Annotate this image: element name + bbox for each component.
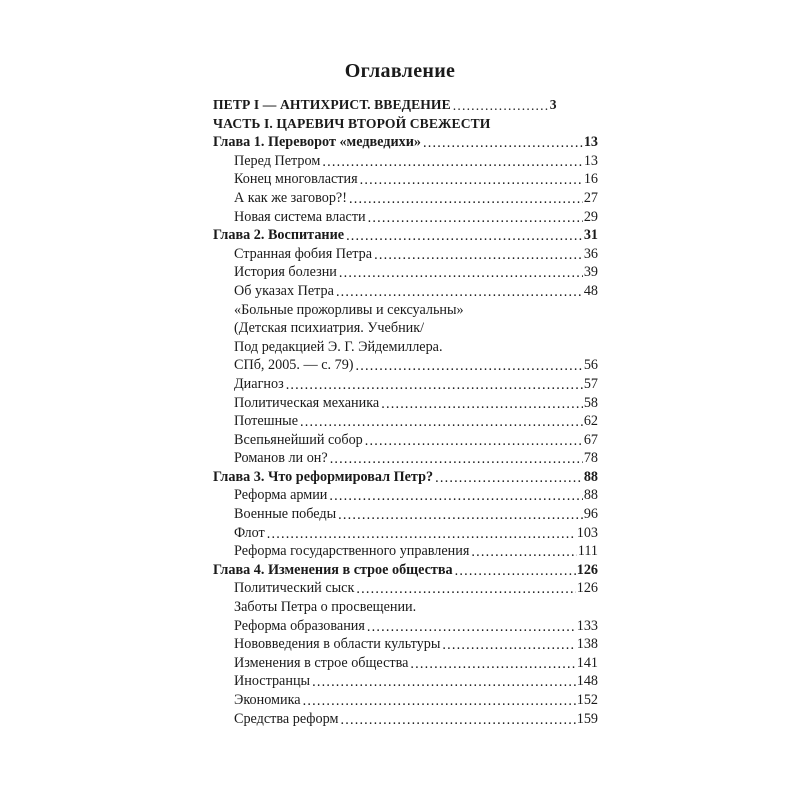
toc-entry-label: СПб, 2005. — с. 79) (234, 357, 354, 374)
toc-section-entry (213, 375, 598, 394)
toc-page-number: 39 (583, 264, 598, 281)
toc-page-number: 103 (576, 524, 598, 541)
toc-section-entry (213, 654, 598, 673)
toc-entry-label: Об указах Петра (234, 282, 334, 299)
toc-dot-leader (374, 246, 583, 260)
toc-dot-leader (453, 97, 549, 111)
toc-page-number: 67 (583, 431, 598, 448)
toc-chapter-entry (213, 133, 598, 152)
toc-section-entry (213, 598, 598, 617)
toc-entry-label: История болезни (234, 264, 337, 281)
toc-entry-label: ПЕТР I — АНТИХРИСТ. ВВЕДЕНИЕ (213, 97, 451, 112)
toc-dot-leader (365, 432, 583, 446)
toc-entry-label: Потешные (234, 413, 298, 430)
toc-section-entry (213, 319, 598, 338)
toc-dot-leader (455, 562, 576, 576)
toc-entry-label: Странная фобия Петра (234, 245, 373, 262)
toc-dot-leader (267, 525, 576, 539)
toc-dot-leader (336, 283, 583, 297)
toc-dot-leader (367, 618, 576, 632)
toc-entry-label: А как же заговор?! (234, 189, 347, 206)
toc-entry-label: Экономика (234, 692, 301, 708)
toc-dot-leader (286, 376, 583, 390)
toc-entry-label: Новая система власти (234, 208, 366, 225)
toc-page-number: 141 (576, 654, 598, 671)
toc-entry-label: Нововведения в области культуры (234, 636, 441, 653)
toc-page-number: 3 (549, 97, 557, 112)
toc-section-entry (213, 356, 598, 375)
toc-dot-leader (410, 655, 575, 669)
toc-dot-leader (368, 209, 583, 223)
toc-entry-label: Перед Петром (234, 152, 321, 169)
toc-section-entry (213, 431, 598, 450)
toc-entry-label: Под редакцией Э. Г. Эйдемиллера. (234, 338, 443, 355)
toc-dot-leader (303, 692, 576, 706)
toc-page-number: 96 (583, 506, 598, 523)
toc-entry-label: (Детская психиатрия. Учебник/ (234, 320, 425, 337)
toc-entry-label: Реформа армии (234, 487, 328, 504)
toc-dot-leader (339, 264, 583, 278)
toc-entry-label: Флот (234, 524, 265, 541)
toc-section-entry (213, 338, 598, 357)
toc-entry-label: Реформа государственного управления (234, 543, 470, 560)
toc-page-number: 31 (583, 227, 598, 244)
toc-entry-label: Диагноз (234, 375, 284, 392)
toc-page-number: 78 (583, 450, 598, 467)
table-of-contents (213, 96, 598, 728)
toc-section-entry (213, 505, 598, 524)
toc-section-entry (213, 579, 598, 598)
toc-entry-label: Политическая механика (234, 394, 380, 411)
toc-page-number: 36 (583, 245, 598, 262)
toc-section-entry (213, 189, 598, 208)
toc-section-entry (213, 301, 598, 320)
toc-entry-label: Конец многовластия (234, 171, 358, 188)
toc-entry-label: Глава 3. Что реформировал Петр? (213, 468, 434, 485)
toc-entry-label: Глава 2. Воспитание (213, 227, 345, 244)
toc-page-number: 159 (576, 710, 598, 727)
toc-page-number: 133 (576, 617, 598, 634)
toc-page-number: 152 (576, 692, 598, 708)
toc-dot-leader (329, 487, 582, 501)
toc-entry-label: ЧАСТЬ I. ЦАРЕВИЧ ВТОРОЙ СВЕЖЕСТИ (213, 115, 491, 131)
toc-entry-label: Военные победы (234, 506, 337, 523)
toc-page-number: 58 (583, 394, 598, 411)
toc-section-entry (213, 672, 598, 691)
toc-section-entry (213, 263, 598, 282)
toc-dot-leader (300, 413, 583, 427)
toc-dot-leader (442, 636, 575, 650)
toc-page-number: 88 (583, 468, 598, 485)
toc-section-entry (213, 486, 598, 505)
toc-section-entry (213, 245, 598, 264)
toc-page-number: 88 (583, 487, 598, 504)
toc-page-number: 57 (583, 375, 598, 392)
toc-chapter-entry (213, 96, 598, 115)
toc-chapter-entry (213, 115, 598, 134)
toc-chapter-entry (213, 468, 598, 487)
toc-section-entry (213, 449, 598, 468)
toc-entry-label: Глава 1. Переворот «медведихи» (213, 134, 421, 151)
toc-page-number: 16 (583, 171, 598, 188)
toc-section-entry (213, 170, 598, 189)
toc-page-number: 62 (583, 413, 598, 430)
toc-chapter-entry (213, 226, 598, 245)
toc-dot-leader (338, 506, 583, 520)
toc-page-number: 126 (576, 580, 598, 597)
toc-section-entry (213, 282, 598, 301)
toc-section-entry (213, 635, 598, 654)
toc-dot-leader (356, 580, 575, 594)
toc-page-number: 27 (583, 189, 598, 206)
toc-entry-label: «Больные прожорливы и сексуальны» (234, 301, 464, 318)
toc-chapter-entry (213, 561, 598, 580)
toc-section-entry (213, 691, 598, 710)
toc-dot-leader (471, 543, 576, 557)
toc-page-number: 56 (583, 357, 598, 374)
toc-page-number: 29 (583, 208, 598, 225)
toc-entry-label: Романов ли он? (234, 450, 328, 467)
toc-dot-leader (349, 190, 583, 204)
toc-section-entry (213, 524, 598, 543)
toc-page-number: 111 (577, 543, 598, 560)
toc-section-entry (213, 208, 598, 227)
toc-dot-leader (322, 153, 582, 167)
toc-section-entry (213, 542, 598, 561)
toc-entry-label: Политический сыск (234, 580, 355, 597)
toc-page-number: 13 (583, 134, 598, 151)
toc-section-entry (213, 152, 598, 171)
toc-page-number: 138 (576, 636, 598, 653)
toc-section-entry (213, 617, 598, 636)
toc-entry-label: Реформа образования (234, 617, 365, 634)
toc-dot-leader (330, 450, 583, 464)
toc-dot-leader (312, 673, 576, 687)
toc-dot-leader (360, 171, 583, 185)
toc-page-number: 126 (576, 561, 598, 578)
toc-dot-leader (356, 357, 583, 371)
toc-entry-label: Иностранцы (234, 673, 311, 690)
toc-entry-label: Глава 4. Изменения в строе общества (213, 561, 453, 578)
page-title: Оглавление (344, 60, 456, 82)
toc-page-number: 13 (583, 152, 598, 169)
toc-dot-leader (381, 395, 583, 409)
toc-entry-label: Всепьянейший собор (234, 431, 363, 448)
toc-entry-label: Заботы Петра о просвещении. (234, 599, 417, 616)
toc-section-entry (213, 710, 598, 729)
toc-page-number: 148 (576, 673, 598, 690)
toc-page-number: 48 (583, 282, 598, 299)
toc-section-entry (213, 394, 598, 413)
toc-dot-leader (340, 711, 575, 725)
toc-dot-leader (346, 227, 583, 241)
toc-section-entry (213, 412, 598, 431)
toc-dot-leader (435, 469, 583, 483)
toc-entry-label: Средства реформ (234, 710, 339, 727)
toc-entry-label: Изменения в строе общества (234, 654, 409, 671)
toc-dot-leader (423, 134, 583, 148)
